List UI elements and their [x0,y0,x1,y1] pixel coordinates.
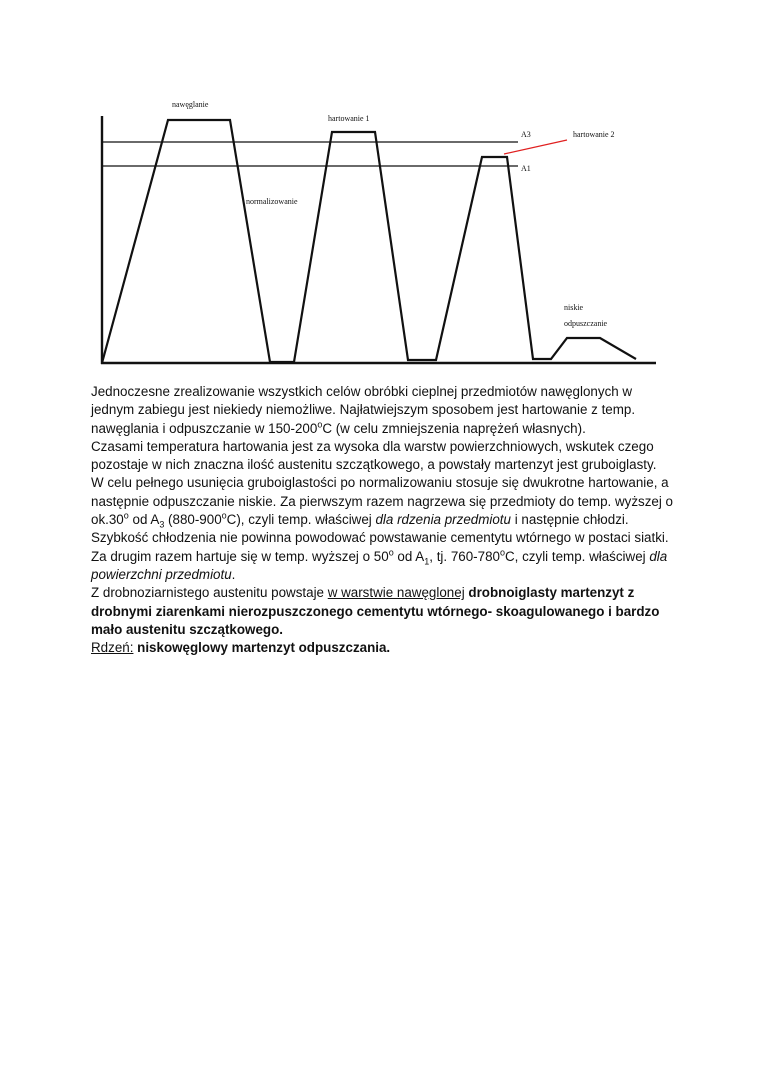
label-hartowanie-1: hartowanie 1 [328,114,370,123]
label-hartowanie-2: hartowanie 2 [573,130,615,139]
paragraph-5: Rdzeń: niskowęglowy martenzyt odpuszczania. [91,640,391,656]
paragraph-3: W celu pełnego usunięcia gruboiglastości po normalizowaniu stosuje się dwukrotne hartowanie, a następnie odpuszczanie niskie. Za pierwszym razem nagrzewa się przedmioty do temp. wyższej o ok.30$^o$ od $A_3$ (880-900$^o$C), czyli temp. właściwej dla rdzenia przedmiotu i następnie chłodzi. Szybkość chłodzenia nie powinna powodować powstawanie cementytu wtórnego w postaci siatki. Za drugim razem hartuje się w temp. wyższej o 50$^o$ od $A_1$, tj. 760-780$^o$C, czyli temp. właściwej dla powierzchni przedmiotu. [91,475,674,582]
process-curve [102,120,636,363]
document-body [91,383,676,657]
label-odpuszczanie: odpuszczanie [564,319,608,328]
paragraph-2: Czasami temperatura hartowania jest za wysoka dla warstw powierzchniowych, wskutek czego pozostaje w nich znaczna ilość austenitu szczątkowego, a powstały martenzyt jest gruboiglasty. [91,438,657,473]
paragraph-4: Z drobnoziarnistego austenitu powstaje w warstwie nawęglonej drobnoiglasty martenzyt z drobnymi ziarenkami nierozpuszczonego cementytu wtórnego- skoagulowanego i bardzo mało austenitu szczątkowego. [91,585,660,637]
label-normalizowanie: normalizowanie [246,197,298,206]
label-a3: A3 [521,130,531,139]
label-niskie: niskie [564,303,584,312]
label-naweglanie: nawęglanie [172,100,209,109]
paragraph-1: Jednoczesne zrealizowanie wszystkich celów obróbki cieplnej przedmiotów nawęglonych w jednym zabiegu jest niekiedy niemożliwe. Najłatwiejszym sposobem jest hartowanie z temp. nawęglania i odpuszczanie w 150-200$^o$C (w celu zmniejszenia naprężeń własnych). [91,384,636,436]
label-a1: A1 [521,164,531,173]
heat-treatment-diagram [0,0,760,380]
